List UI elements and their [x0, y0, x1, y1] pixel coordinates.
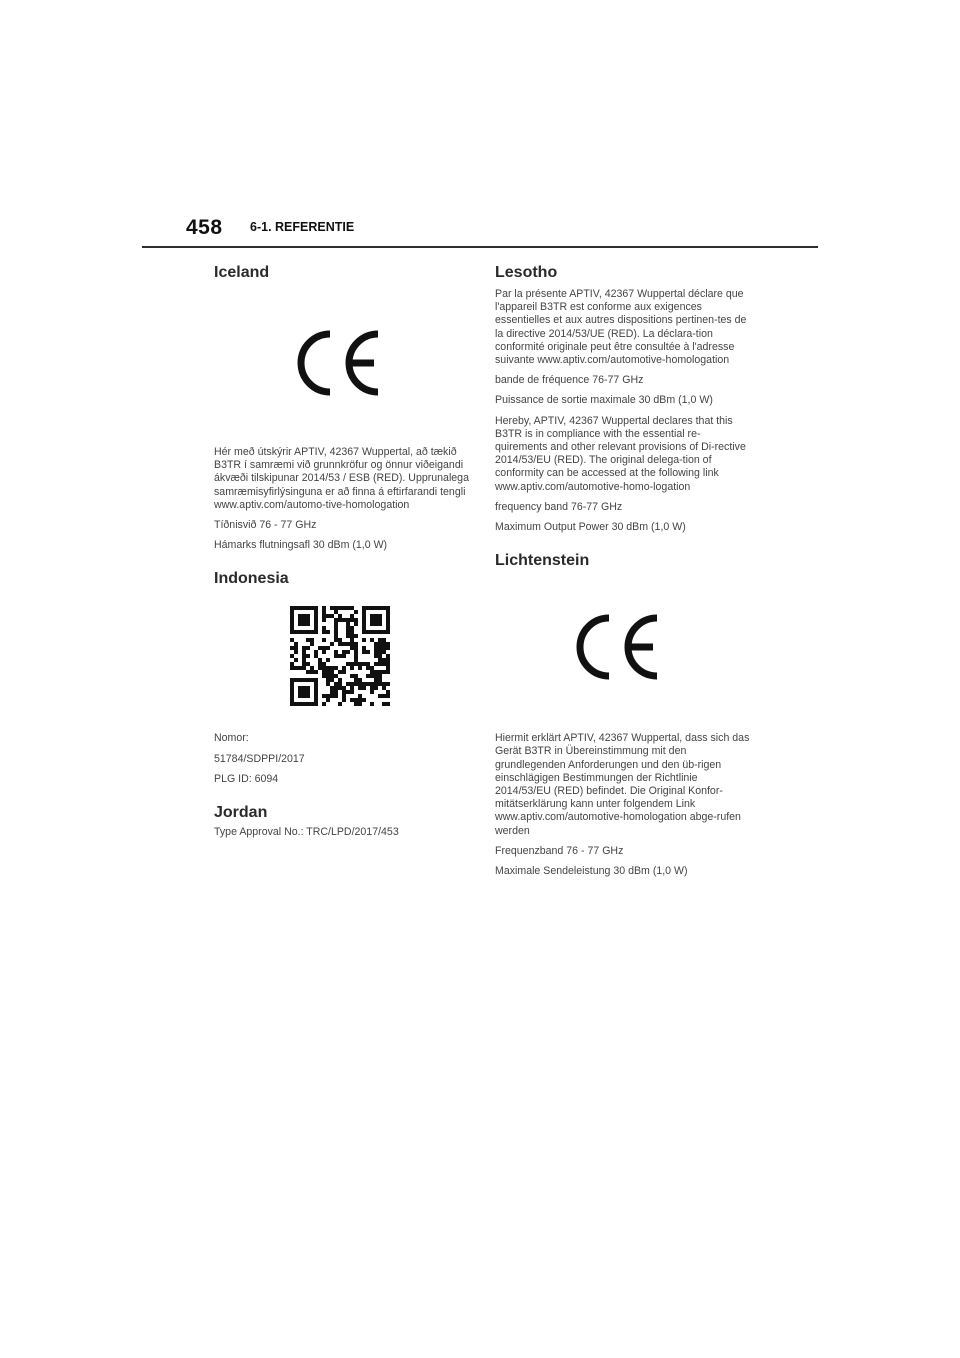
indonesia-text-2: 51784/SDPPI/2017 [214, 752, 305, 765]
indonesia-text-1: Nomor: [214, 732, 249, 745]
lichtenstein-text-1: Hiermit erklärt APTIV, 42367 Wuppertal, dass sich das Gerät B3TR in Übereinstimmung mit den grundlegenden Anforderungen und den üb-rigen einschlägigen Bestimmungen der Richtlinie 2014/53/EU (RED) befindet. Die Original Konfor-mitätserklärung kann unter folgendem Link www.aptiv.com/automotive-homologation abge-rufen werden [495, 732, 750, 837]
iceland-text-1: Hér með útskýrir APTIV, 42367 Wuppertal, að tækið B3TR í samræmi við grunnkröfur og önnur viðeigandi ákvæði tilskipunar 2014/53 / ESB (RED). Upprunalega samræmisyfirlýsinguna er að finna á eftirfarandi tengli www.aptiv.com/automo-tive-homologation [214, 446, 469, 511]
heading-lichtenstein: Lichtenstein [495, 552, 590, 570]
heading-jordan: Jordan [214, 804, 268, 822]
lichtenstein-text-2: Frequenzband 76 - 77 GHz [495, 844, 624, 857]
ce-mark-icon [296, 328, 386, 398]
lesotho-text-5: frequency band 76-77 GHz [495, 500, 623, 513]
right-column [495, 262, 751, 878]
lichtenstein-text-3: Maximale Sendeleistung 30 dBm (1,0 W) [495, 865, 688, 878]
page-number: 458 [186, 216, 223, 239]
indonesia-text-3: PLG ID: 6094 [214, 772, 279, 785]
heading-lesotho: Lesotho [495, 264, 558, 281]
jordan-text-1: Type Approval No.: TRC/LPD/2017/453 [214, 826, 399, 839]
section-title: 6-1. REFERENTIE [250, 220, 355, 234]
iceland-text-2: Tíðnisvið 76 - 77 GHz [214, 519, 317, 532]
lesotho-text-6: Maximum Output Power 30 dBm (1,0 W) [495, 521, 686, 534]
heading-iceland: Iceland [214, 264, 270, 281]
heading-indonesia: Indonesia [214, 570, 289, 588]
lesotho-text-3: Puissance de sortie maximale 30 dBm (1,0 W) [495, 394, 713, 407]
left-column [214, 262, 470, 839]
ce-mark-icon [575, 612, 665, 682]
lesotho-text-1: Par la présente APTIV, 42367 Wuppertal déclare que l'appareil B3TR est conforme aux exigences essentielles et aux autres dispositions pertinen-tes de la directive 2014/53/UE (RED). La déclara-tion conformité originale peut être consultée à l'adresse suivante www.aptiv.com/automotive-homologation [495, 288, 747, 367]
lesotho-text-2: bande de fréquence 76-77 GHz [495, 374, 644, 387]
lesotho-text-4: Hereby, APTIV, 42367 Wuppertal declares that this B3TR is in compliance with the essential re-quirements and other relevant provisions of Di-rective 2014/53/EU (RED). The original delega-tion of conformity can be accessed at the following link www.aptiv.com/automotive-homo-logation [495, 414, 746, 493]
qr-code-icon [290, 606, 390, 706]
page-header [142, 214, 818, 248]
iceland-text-3: Hámarks flutningsafl 30 dBm (1,0 W) [214, 539, 388, 552]
